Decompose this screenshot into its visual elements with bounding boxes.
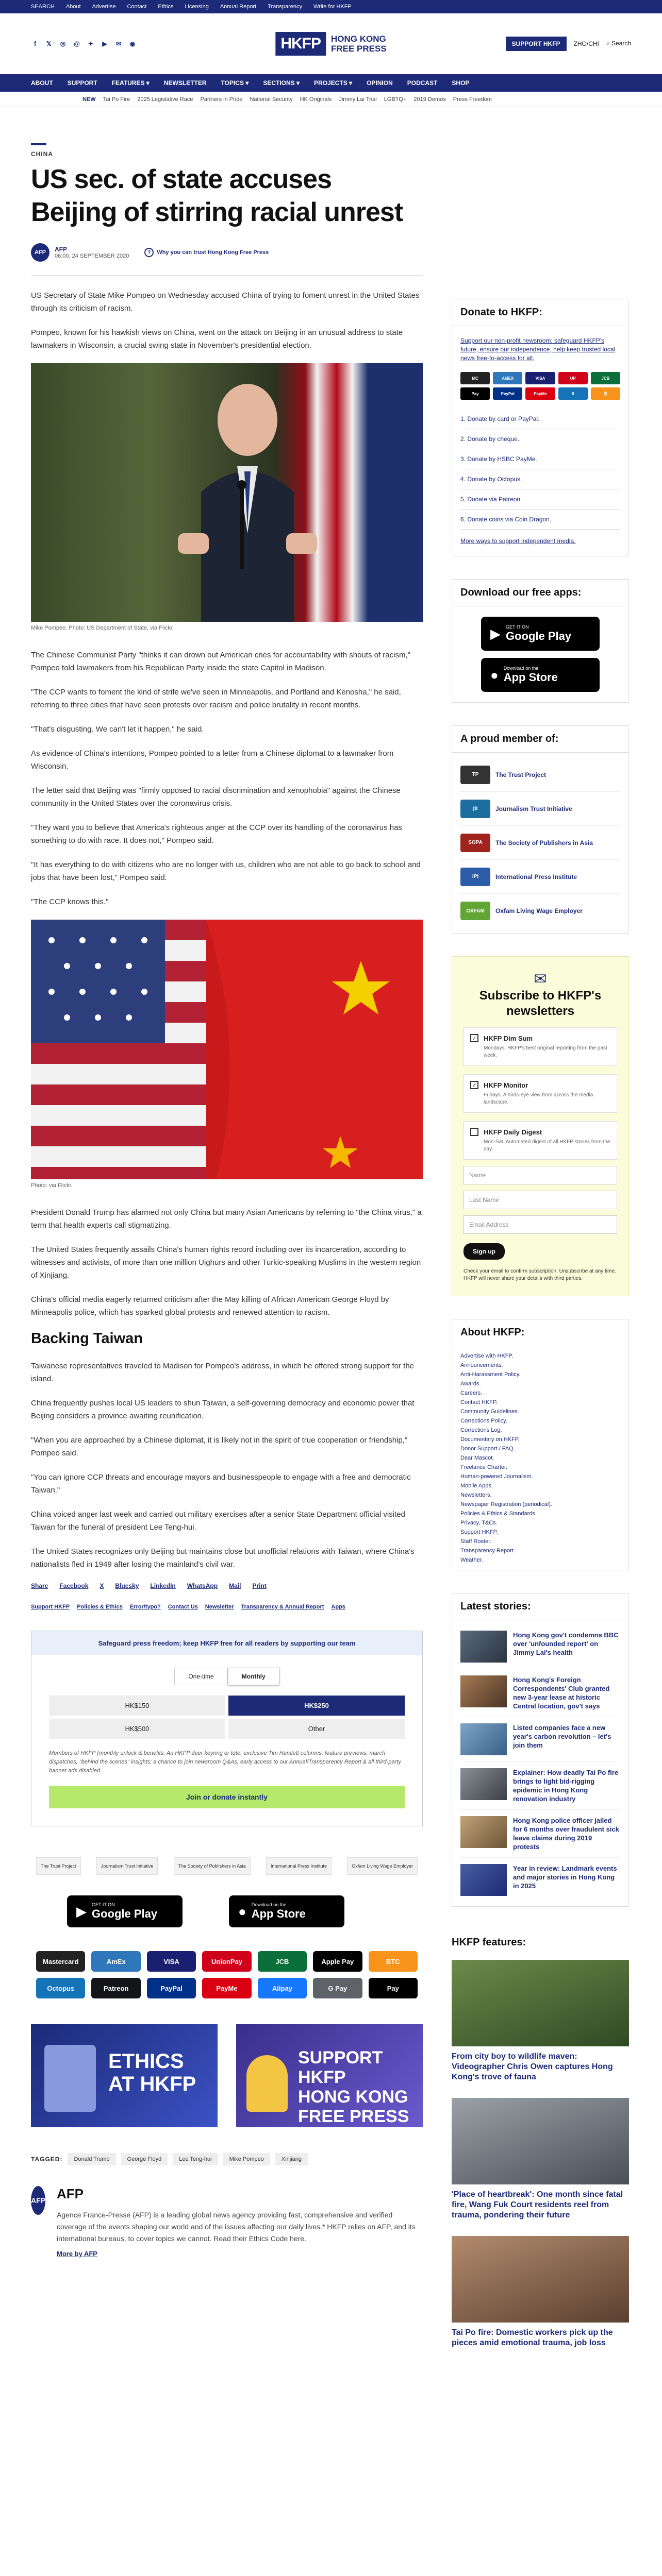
paragraph: The United States frequently assails China's human rights record including over its incarceration, according to witnesses and activists, of more than one million Uighurs and other Turkic-speaking Muslims in the western region of Xinjiang. xyxy=(31,1245,421,1280)
octopus-icon: 8 xyxy=(558,387,588,400)
paragraph: Taiwanese representatives traveled to Madison for Pompeo's address, in which he offered strong support for the island. xyxy=(31,1362,414,1383)
paragraph: The letter said that Beijing was "firmly opposed to racial discrimination and xenophobia" against the Chinese community in the United States over the coronavirus crisis. xyxy=(31,786,401,808)
amount-option[interactable]: HK$500 xyxy=(49,1719,225,1739)
footer-link[interactable]: Error/typo? xyxy=(129,1604,161,1610)
story-thumbnail xyxy=(460,1675,507,1707)
amex-icon: AmEx xyxy=(91,1951,140,1972)
footer-link[interactable]: Policies & Ethics xyxy=(77,1604,123,1610)
topbar-link[interactable]: Advertise xyxy=(92,4,116,10)
checkbox-checked[interactable]: ✓ xyxy=(470,1081,478,1089)
logo-text: HONG KONG FREE PRESS xyxy=(330,33,387,54)
about-link[interactable]: Mobile Apps. xyxy=(460,1483,493,1489)
app-store-button[interactable]: ● Download on the App Store xyxy=(229,1895,344,1927)
tag-list xyxy=(31,2153,423,2165)
play-icon: ▶ xyxy=(490,625,501,641)
nav-item[interactable]: FEATURES ▾ xyxy=(111,79,150,87)
ipi-icon: IPI xyxy=(460,868,490,886)
jcb-icon: JCB xyxy=(591,372,620,384)
bluesky-icon[interactable]: ✦ xyxy=(88,40,94,47)
bitcoin-icon: ₿ xyxy=(591,387,620,400)
donate-option[interactable]: 4. Donate by Octopus. xyxy=(460,469,620,489)
unionpay-icon: UP xyxy=(558,372,588,384)
social-links xyxy=(31,40,137,48)
ethics-promo-title: ETHICS AT HKFP xyxy=(108,2050,196,2095)
about-link[interactable]: Newspaper Registration (periodical). xyxy=(460,1501,552,1507)
about-link[interactable]: Announcements. xyxy=(460,1362,503,1368)
main-nav xyxy=(0,74,662,92)
share-whatsapp[interactable]: WhatsApp xyxy=(187,1582,218,1589)
footer-link[interactable]: Support HKFP xyxy=(31,1604,70,1610)
sidebar xyxy=(452,299,629,2368)
article-title: US sec. of state accuses Beijing of stirring racial unrest xyxy=(31,164,403,227)
about-link[interactable]: Anti-Harassment Policy. xyxy=(460,1371,521,1378)
support-promo[interactable] xyxy=(236,2024,423,2127)
paragraph: "They want you to believe that America's righteous anger at the CCP over its handling of the coronavirus has something to do with race. It does not," Pompeo said. xyxy=(31,823,402,845)
email-input[interactable]: Email Address xyxy=(464,1215,617,1234)
paragraph: The Chinese Communist Party "thinks it can drown out American cries for accountability with shouts of racism," Pompeo told lawmakers from his Republican Party inside the state Capitol in Madison. xyxy=(31,651,410,672)
freq-one-time[interactable]: One-time xyxy=(174,1668,227,1685)
amount-option[interactable]: Other xyxy=(228,1719,405,1739)
apps-widget-title: Download our free apps: xyxy=(452,579,629,606)
support-promo-title: SUPPORT HKFP HONG KONG FREE PRESS xyxy=(298,2048,409,2126)
latest-story[interactable]: Hong Kong police officer jailed for 6 months over fraudulent sick leave claims during 2019 protests xyxy=(460,1810,620,1858)
twitter-icon[interactable]: 𝕏 xyxy=(46,40,52,47)
promo-banners xyxy=(31,2024,423,2127)
language-link[interactable]: ZHO/CHI xyxy=(573,40,599,47)
author-name[interactable]: AFP xyxy=(55,246,67,253)
features-widget xyxy=(452,1956,629,2368)
article-photo-pompeo xyxy=(31,363,423,622)
topbar-link[interactable]: Annual Report xyxy=(220,4,257,10)
about-link[interactable]: Newsletters. xyxy=(460,1492,492,1498)
story-thumbnail xyxy=(460,1723,507,1755)
about-link[interactable]: Donor Support / FAQ. xyxy=(460,1446,515,1452)
trending-link[interactable]: Press Freedom xyxy=(453,96,492,103)
member-item[interactable]: IPI International Press Institute xyxy=(460,860,620,894)
checkbox-unchecked[interactable] xyxy=(470,1128,478,1136)
payme-icon: PayMe xyxy=(202,1978,251,1998)
google-play-button[interactable]: ▶ GET IT ON Google Play xyxy=(67,1895,183,1927)
feature-image xyxy=(452,1960,629,2046)
first-name-input[interactable]: Name xyxy=(464,1166,617,1184)
newsletter-widget xyxy=(452,956,629,1296)
topbar-link[interactable]: Write for HKFP xyxy=(313,4,352,10)
tag[interactable]: Donald Trump xyxy=(68,2153,115,2165)
latest-story[interactable]: Explainer: How deadly Tai Po fire brings to light bid-rigging epidemic in Hong Kong renovation industry xyxy=(460,1762,620,1810)
donate-option[interactable]: 2. Donate by cheque. xyxy=(460,429,620,449)
paypal-icon: PayPal xyxy=(493,387,522,400)
donate-option[interactable]: 1. Donate by card or PayPal. xyxy=(460,409,620,429)
amount-option[interactable]: HK$150 xyxy=(49,1696,225,1716)
paragraph: The United States recognizes only Beijing but maintains close but unofficial relations with Taiwan, where China's nationalists fled in 1949 after losing the mainland's civil war. xyxy=(31,1547,415,1569)
top-bar xyxy=(0,0,662,13)
about-link[interactable]: Policies & Ethics & Standards. xyxy=(460,1511,537,1517)
donation-frequency xyxy=(31,1668,422,1685)
sopa-logo[interactable]: The Society of Publishers in Asia xyxy=(174,1857,251,1875)
author-box xyxy=(31,2186,423,2258)
about-link[interactable]: Documentary on HKFP. xyxy=(460,1436,520,1443)
trending-link[interactable]: National Security xyxy=(250,96,293,103)
share-x[interactable]: X xyxy=(100,1582,104,1589)
topbar-link[interactable]: Contact xyxy=(127,4,147,10)
paragraph: China's official media eagerly returned criticism after the May killing of African American George Floyd by Minneapolis police, which has sparked global protests and renewed attention to racism. xyxy=(31,1295,389,1317)
about-link[interactable]: Human-powered Journalism. xyxy=(460,1473,533,1480)
donate-option[interactable]: 6. Donate coins via Coin Dragon. xyxy=(460,510,620,530)
question-icon: ? xyxy=(144,248,154,257)
about-widget-title: About HKFP: xyxy=(452,1319,629,1346)
about-link[interactable]: Freelance Charter. xyxy=(460,1464,508,1470)
octopus-icon: Octopus xyxy=(36,1978,85,1998)
latest-story[interactable]: Hong Kong gov't condemns BBC over 'unfounded report' on Jimmy Lai's health xyxy=(460,1624,620,1669)
trending-link[interactable]: LGBTQ+ xyxy=(384,96,407,103)
donate-widget xyxy=(452,326,629,556)
membership-logos xyxy=(31,1857,423,1875)
subheading: Backing Taiwan xyxy=(31,1330,143,1347)
about-link[interactable]: Support HKFP. xyxy=(460,1529,498,1535)
mastercard-icon: Mastercard xyxy=(36,1951,85,1972)
about-link[interactable]: Advertise with HKFP. xyxy=(460,1353,514,1359)
member-item[interactable]: jti Journalism Trust Initiative xyxy=(460,792,620,826)
tag[interactable]: Xinjiang xyxy=(275,2153,308,2165)
paragraph: "The CCP wants to foment the kind of strife we've seen in Minneapolis, and Portland and Kenosha," he said, referring to three cities that have seen protests over racism and police brutality in recent months. xyxy=(31,688,401,709)
trending-link[interactable]: HK Originals xyxy=(300,96,332,103)
member-item[interactable]: SOPA The Society of Publishers in Asia xyxy=(460,826,620,860)
author-box-name[interactable]: AFP xyxy=(57,2186,84,2201)
divider xyxy=(31,275,423,276)
paragraph: "When you are approached by a Chinese diplomat, it is likely not in the spirit of true cooperation or friendship," Pompeo said. xyxy=(31,1436,408,1458)
tags-label: TAGGED: xyxy=(31,2156,63,2163)
visa-icon: VISA xyxy=(147,1951,196,1972)
trending-link[interactable]: Tai Po Fire xyxy=(103,96,130,103)
share-label: Share xyxy=(31,1582,48,1589)
paragraph: China voiced anger last week and carried out military exercises after a senior State Department official visited Taiwan for the funeral of president Lee Teng-hui. xyxy=(31,1510,405,1532)
share-linkedin[interactable]: LinkedIn xyxy=(150,1582,176,1589)
mastercard-icon: MC xyxy=(460,372,490,384)
checkbox-checked[interactable]: ✓ xyxy=(470,1034,478,1042)
paragraph: US Secretary of State Mike Pompeo on Wednesday accused China of trying to foment unrest in the United States through its criticism of racism. xyxy=(31,291,420,313)
more-ways-link[interactable]: More ways to support independent media. xyxy=(460,537,576,545)
ethics-promo[interactable] xyxy=(31,2024,218,2127)
newsletter-option[interactable]: ✓ HKFP Dim Sum Mondays. HKFP's best original reporting from the past week. xyxy=(464,1027,617,1066)
topbar-link[interactable]: Ethics xyxy=(158,4,174,10)
flags-illustration xyxy=(31,920,423,1179)
about-link[interactable]: Contact HKFP. xyxy=(460,1399,498,1405)
about-link[interactable]: Dear Mascot. xyxy=(460,1455,494,1461)
alipay-icon: Alipay xyxy=(258,1978,307,1998)
newsletter-title: Subscribe to HKFP's newsletters xyxy=(479,989,602,1018)
article-photo-flags xyxy=(31,920,423,1179)
about-link[interactable]: Staff Roster. xyxy=(460,1538,492,1545)
about-link[interactable]: Transparency Report. xyxy=(460,1548,515,1554)
latest-story[interactable]: Hong Kong's Foreign Correspondents' Club granted new 3-year lease at historic Central location, gov't says xyxy=(460,1669,620,1717)
author-avatar[interactable]: AFP xyxy=(31,243,49,262)
article xyxy=(31,143,423,2258)
footer-link[interactable]: Newsletter xyxy=(205,1604,234,1610)
trust-link[interactable]: ? Why you can trust Hong Kong Free Press xyxy=(144,248,269,257)
support-illustration xyxy=(246,2055,288,2112)
article-footer-links xyxy=(31,1604,423,1610)
nav-item[interactable]: SUPPORT xyxy=(67,79,97,87)
topbar-link[interactable]: About xyxy=(65,4,81,10)
donation-note: Members of HKFP (monthly unlock & benefits: An HKFP deer keyring or tote; exclusive Tim Hamlett columns, feature previews, march dispatches, "behind the scenes" insights; a chance to join newsroom Q&As, early access to our Annual/Transparency Report & all third-party banner ads disabled. xyxy=(49,1750,401,1774)
latest-story[interactable]: Year in review: Landmark events and major stories in Hong Kong in 2025 xyxy=(460,1858,620,1902)
site-header xyxy=(0,13,662,74)
facebook-icon[interactable]: f xyxy=(34,40,36,47)
instagram-icon[interactable]: ◎ xyxy=(60,40,66,47)
sopa-icon: SOPA xyxy=(460,834,490,852)
photo-caption: Photo: via Flickr. xyxy=(31,1182,73,1189)
trust-project-icon: TP xyxy=(460,766,490,784)
feature-story[interactable]: Tai Po fire: Domestic workers pick up the pieces amid emotional trauma, job loss xyxy=(452,2236,629,2348)
trending-link[interactable]: Jimmy Lai Trial xyxy=(339,96,377,103)
pompeo-figure xyxy=(31,363,423,622)
amex-icon: AMEX xyxy=(493,372,522,384)
search-link[interactable]: ⌕ Search xyxy=(606,40,631,47)
share-print[interactable]: Print xyxy=(252,1582,267,1589)
ipi-logo[interactable]: International Press Institute xyxy=(266,1857,332,1875)
footer-link[interactable]: Contact Us xyxy=(168,1604,198,1610)
features-widget-title: HKFP features: xyxy=(452,1929,629,1956)
trending-link[interactable]: 2025 Legislative Race xyxy=(137,96,193,103)
support-button[interactable]: SUPPORT HKFP xyxy=(506,37,567,51)
amount-option[interactable]: HK$250 xyxy=(228,1696,405,1716)
donate-option[interactable]: 3. Donate by HSBC PayMe. xyxy=(460,449,620,469)
author-bio: Agence France-Presse (AFP) is a leading global news agency providing fast, comprehensive and verified coverage of the events shaping our world and of the issues affecting our daily lives.* HKFP relies on AFP, and its international bureaus, to cover topics we cannot. Read their Ethics Code here. xyxy=(57,2211,416,2243)
payment-icons xyxy=(460,372,620,400)
google-pay-icon: G Pay xyxy=(313,1978,362,1998)
publish-date: 06:00, 24 SEPTEMBER 2020 xyxy=(55,253,129,259)
story-thumbnail xyxy=(460,1768,507,1800)
share-bluesky[interactable]: Bluesky xyxy=(115,1582,139,1589)
trending-link[interactable]: 2019 Demos xyxy=(413,96,446,103)
tag[interactable]: Mike Pompeo xyxy=(223,2153,270,2165)
patreon-icon: Patreon xyxy=(91,1978,140,1998)
header-actions xyxy=(506,37,631,51)
about-link[interactable]: Corrections Log. xyxy=(460,1427,502,1433)
tag[interactable]: Lee Teng-hui xyxy=(173,2153,218,2165)
topbar-search[interactable]: SEARCH xyxy=(31,4,55,10)
about-link[interactable]: Community Guidelines. xyxy=(460,1409,519,1415)
footer-link[interactable]: Transparency & Annual Report xyxy=(241,1604,324,1610)
jcb-icon: JCB xyxy=(258,1951,307,1972)
paypal-icon: PayPal xyxy=(147,1978,196,1998)
trending-label: NEW xyxy=(82,96,96,103)
paragraph: As evidence of China's intentions, Pompeo pointed to a letter from a Chinese diplomat to a lawmaker from Wisconsin. xyxy=(31,749,394,771)
jti-icon: jti xyxy=(460,800,490,818)
unionpay-icon: UnionPay xyxy=(202,1951,251,1972)
share-bar xyxy=(31,1582,423,1589)
donation-headline: Safeguard press freedom; keep HKFP free for all readers by supporting our team xyxy=(31,1631,422,1655)
story-thumbnail xyxy=(460,1631,507,1663)
app-downloads xyxy=(67,1895,423,1927)
payme-icon: PayMe xyxy=(525,387,555,400)
newsletter-option[interactable]: ✓ HKFP Monitor Fridays. A birds-eye view from across the media landscape. xyxy=(464,1074,617,1113)
trending-bar xyxy=(0,92,662,107)
apple-pay-icon: Apple Pay xyxy=(313,1951,362,1972)
oxfam-logo[interactable]: Oxfam Living Wage Employer xyxy=(347,1857,418,1875)
nav-item[interactable]: PROJECTS ▾ xyxy=(314,79,353,87)
more-by-author-link[interactable]: More by AFP xyxy=(57,2250,97,2258)
paragraph: Pompeo, known for his hawkish views on China, went on the attack on Beijing in an unusual address to state lawmakers in Wisconsin, a crucial swing state in November's presidential election. xyxy=(31,328,403,350)
latest-widget-title: Latest stories: xyxy=(452,1593,629,1620)
about-link[interactable]: Weather. xyxy=(460,1557,483,1563)
apps-widget xyxy=(452,606,629,703)
oxfam-icon: OXFAM xyxy=(460,902,490,920)
paragraph: "That's disgusting. We can't let it happen," he said. xyxy=(31,725,204,734)
app-store-button[interactable]: ● Download on the App Store xyxy=(481,658,600,692)
nav-item[interactable]: SECTIONS ▾ xyxy=(263,79,300,87)
share-mail[interactable]: Mail xyxy=(229,1582,241,1589)
category-rule xyxy=(31,143,46,145)
about-widget xyxy=(452,1346,629,1570)
apple-icon: ● xyxy=(238,1903,246,1919)
member-item[interactable]: OXFAM Oxfam Living Wage Employer xyxy=(460,894,620,928)
apple-icon: ● xyxy=(490,667,499,683)
trust-project-logo[interactable]: The Trust Project xyxy=(36,1857,81,1875)
newsletter-icon: ✉ xyxy=(534,971,547,988)
logo-mark: HKFP xyxy=(275,32,326,56)
members-widget xyxy=(452,752,629,934)
about-link[interactable]: Privacy, T&Cs. xyxy=(460,1520,498,1526)
feature-image xyxy=(452,2098,629,2184)
signup-button[interactable]: Sign up xyxy=(464,1243,505,1260)
apple-pay-icon: Pay xyxy=(460,387,490,400)
feature-story[interactable]: 'Place of heartbreak': One month since fatal fire, Wang Fuk Court residents reel from trauma, pondering their future xyxy=(452,2098,629,2221)
share-facebook[interactable]: Facebook xyxy=(59,1582,89,1589)
donate-widget-title: Donate to HKFP: xyxy=(452,299,629,326)
nav-item[interactable]: OPINION xyxy=(367,79,393,87)
article-category[interactable]: CHINA xyxy=(31,150,53,158)
email-icon[interactable]: ✉ xyxy=(115,40,122,47)
nav-item[interactable]: TOPICS ▾ xyxy=(221,79,249,87)
paragraph: President Donald Trump has alarmed not only China but many Asian Americans by referring to "the China virus," a term that health experts call stigmatizing. xyxy=(31,1208,422,1230)
tag[interactable]: George Floyd xyxy=(121,2153,168,2165)
member-item[interactable]: TP The Trust Project xyxy=(460,758,620,792)
paragraph: "The CCP knows this." xyxy=(31,897,109,906)
visa-icon: VISA xyxy=(525,372,555,384)
story-thumbnail xyxy=(460,1816,507,1848)
youtube-icon[interactable]: ▶ xyxy=(102,40,107,47)
about-link[interactable]: Awards. xyxy=(460,1381,481,1387)
nav-item[interactable]: SHOP xyxy=(452,79,470,87)
members-widget-title: A proud member of: xyxy=(452,725,629,752)
story-thumbnail xyxy=(460,1864,507,1896)
donation-amounts xyxy=(31,1696,422,1739)
bitcoin-icon: BTC xyxy=(369,1951,418,1972)
freq-monthly[interactable]: Monthly xyxy=(228,1668,279,1685)
paragraph: "It has everything to do with citizens who are no longer with us, children who are not able to go back to school and jobs that have been lost," Pompeo said. xyxy=(31,860,421,882)
jti-logo[interactable]: Journalism Trust Initiative xyxy=(96,1857,158,1875)
pay-icon: Pay xyxy=(369,1978,418,1998)
nav-item[interactable]: NEWSLETTER xyxy=(163,79,207,87)
paragraph: "You can ignore CCP threats and encourage mayors and businesspeople to engage with a free and democratic Taiwan." xyxy=(31,1473,411,1495)
author-box-avatar[interactable]: AFP xyxy=(31,2186,45,2215)
footer-link[interactable]: Apps xyxy=(331,1604,345,1610)
last-name-input[interactable]: Last Name xyxy=(464,1191,617,1209)
byline xyxy=(31,243,423,262)
newsletter-fineprint: Check your email to confirm subscription. Unsubscribe at any time. HKFP will never share your details with third parties. xyxy=(464,1268,616,1281)
latest-story[interactable]: Listed companies face a new year's carbon revolution – let's join them xyxy=(460,1717,620,1762)
latest-widget xyxy=(452,1620,629,1907)
payment-methods xyxy=(31,1951,423,1998)
trending-link[interactable]: Partners in Pride xyxy=(200,96,243,103)
site-logo[interactable] xyxy=(275,32,386,56)
photo-caption: Mike Pompeo. Photo: US Department of State, via Flickr. xyxy=(31,625,174,631)
about-link[interactable]: Careers. xyxy=(460,1390,483,1396)
ethics-illustration xyxy=(44,2045,96,2112)
paragraph: China frequently pushes local US leaders to shun Taiwan, a self-governing democracy and economic power that Beijing considers a province awaiting reunification. xyxy=(31,1399,415,1420)
topbar-link[interactable]: Transparency xyxy=(268,4,302,10)
donate-option[interactable]: 5. Donate via Patreon. xyxy=(460,489,620,510)
topbar-link[interactable]: Licensing xyxy=(185,4,209,10)
threads-icon[interactable]: @ xyxy=(74,40,80,47)
nav-item[interactable]: PODCAST xyxy=(407,79,438,87)
feature-image xyxy=(452,2236,629,2323)
nav-item[interactable]: ABOUT xyxy=(31,79,53,87)
play-icon: ▶ xyxy=(76,1903,87,1919)
google-play-button[interactable]: ▶ GET IT ON Google Play xyxy=(481,617,600,651)
feature-story[interactable]: From city boy to wildlife maven: Videographer Chris Owen captures Hong Kong's trove of fauna xyxy=(452,1960,629,2082)
join-button[interactable]: Join or donate instantly xyxy=(49,1786,405,1808)
donation-widget xyxy=(31,1631,423,1826)
about-link[interactable]: Corrections Policy. xyxy=(460,1418,507,1424)
rss-icon[interactable]: ◉ xyxy=(129,40,136,47)
donate-intro-link[interactable]: Support our non-profit newsroom: safeguard HKFP's future, ensure our independence, help keep trusted local news free-to-access for all. xyxy=(460,337,616,362)
newsletter-option[interactable]: HKFP Daily Digest Mon-Sat. Automated digest of all HKFP stories from the day. xyxy=(464,1121,617,1160)
